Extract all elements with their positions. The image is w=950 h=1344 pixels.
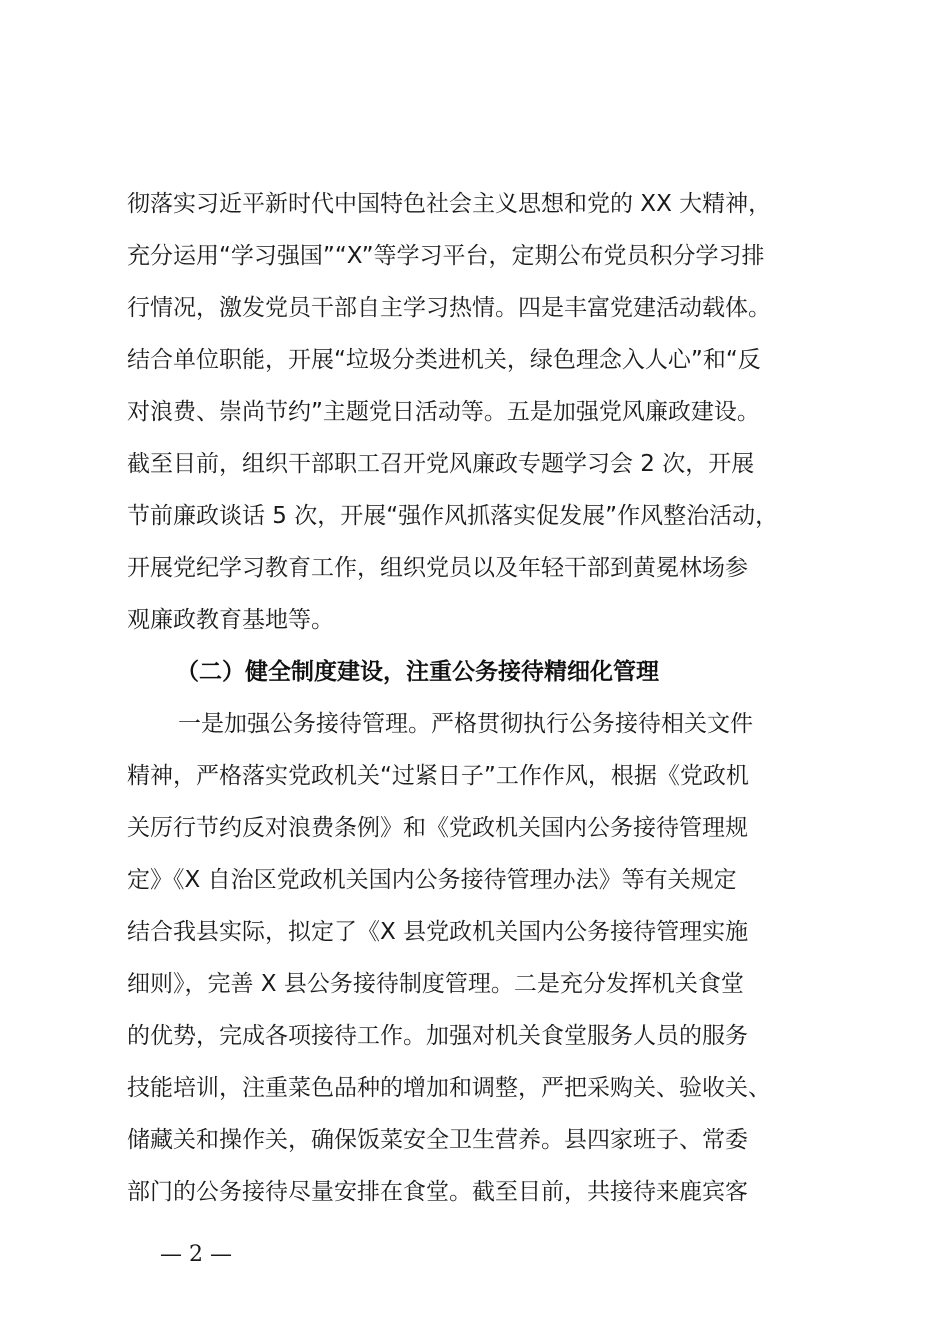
paragraph-line: 定》《X 自治区党政机关国内公务接待管理办法》等有关规定 [127,867,737,893]
paragraph-line: 的优势，完成各项接待工作。加强对机关食堂服务人员的服务 [127,1023,748,1049]
paragraph-line: 节前廉政谈话 5 次，开展“强作风抓落实促发展”作风整治活动， [127,503,779,529]
paragraph-line: 截至目前，组织干部职工召开党风廉政专题学习会 2 次，开展 [127,451,755,477]
paragraph-line: 结合我县实际，拟定了《X 县党政机关国内公务接待管理实施 [127,919,749,945]
page-number: — 2 — [160,1242,232,1267]
paragraph-line: 一是加强公务接待管理。严格贯彻执行公务接待相关文件 [178,711,753,737]
paragraph-line: 技能培训，注重菜色品种的增加和调整，严把采购关、验收关、 [127,1075,771,1101]
paragraph-line: 部门的公务接待尽量安排在食堂。截至目前，共接待来鹿宾客 [127,1179,748,1205]
paragraph-line: 关厉行节约反对浪费条例》和《党政机关国内公务接待管理规 [127,815,748,841]
paragraph-line: 细则》，完善 X 县公务接待制度管理。二是充分发挥机关食堂 [127,971,744,997]
paragraph-line: 精神，严格落实党政机关“过紧日子”工作作风，根据《党政机 [127,763,749,789]
paragraph-line: 彻落实习近平新时代中国特色社会主义思想和党的 XX 大精神， [127,191,772,217]
paragraph-line: 对浪费、崇尚节约”主题党日活动等。五是加强党风廉政建设。 [127,399,760,425]
paragraph-line: 储藏关和操作关，确保饭菜安全卫生营养。县四家班子、常委 [127,1127,748,1153]
paragraph-line: 开展党纪学习教育工作，组织党员以及年轻干部到黄冕林场参 [127,555,748,581]
paragraph-line: 结合单位职能，开展“垃圾分类进机关，绿色理念入人心”和“反 [127,347,761,373]
paragraph-line: 充分运用“学习强国”“X”等学习平台，定期公布党员积分学习排 [127,243,765,269]
paragraph-line: 观廉政教育基地等。 [127,607,334,633]
paragraph-line: 行情况，激发党员干部自主学习热情。四是丰富党建活动载体。 [127,295,771,321]
section-heading: （二）健全制度建设，注重公务接待精细化管理 [176,659,659,685]
